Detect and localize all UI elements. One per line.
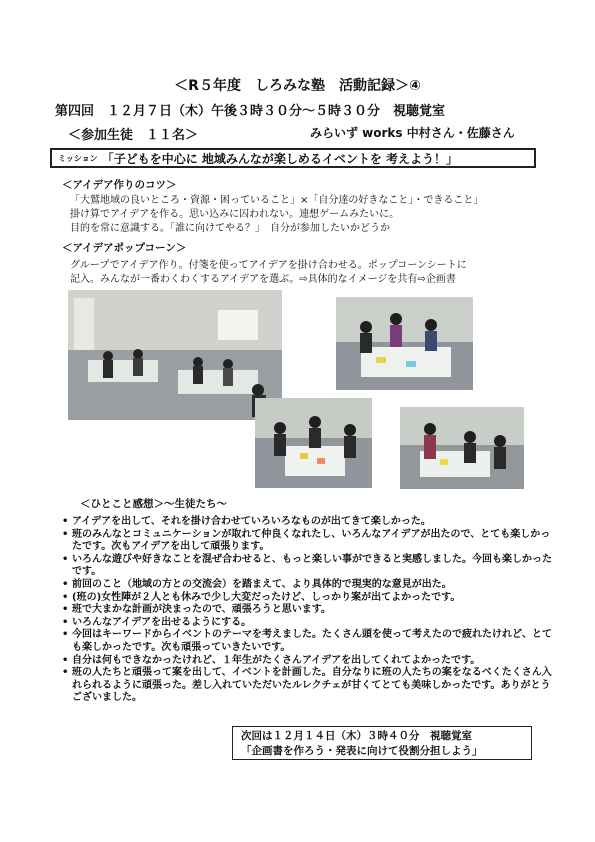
impressions-heading: ＜ひとこと感想＞～生徒たち～ [80, 498, 227, 510]
participant-count: ＜参加生徒 １１名＞ [68, 128, 199, 143]
list-item: • アイデアを出して、それを掛け合わせていろいろなものが出てきて楽しかった。 [62, 516, 552, 529]
list-item: • 班のみんなとコミュニケーションが取れて仲良くなれたし、いろんなアイデアが出たので、とても楽しかったです。次もアイデアを出して頑張ります。 [62, 529, 552, 554]
next-session-box [232, 726, 532, 760]
tips-line-1: 「大鷲地域の良いところ・資源・困っていること」×「自分達の好きなこと」・できること」 [70, 195, 484, 206]
classroom-photo-3 [255, 398, 372, 488]
next-session-date: 次回は１２月１４日（木）３時４０分 視聴覚室 [241, 730, 472, 742]
popcorn-line-1: グループでアイデア作り。付箋を使ってアイデアを掛け合わせる。ポップコーンシートに [70, 260, 467, 271]
session-info: 第四回 １２月７日（木）午後３時３０分～５時３０分 視聴覚室 [55, 104, 446, 119]
instructor-names: みらいず works 中村さん・佐藤さん [310, 126, 515, 140]
next-session-theme: 「企画書を作ろう・発表に向けて役割分担しよう」 [241, 745, 483, 757]
tips-line-2: 掛け算でアイデアを作る。思い込みに囚われない。連想ゲームみたいに。 [70, 209, 400, 220]
tips-heading: ＜アイデア作りのコツ＞ [62, 179, 177, 191]
classroom-photo-1 [68, 290, 282, 420]
tips-line-3: 目的を常に意識する。「誰に向けてやる？」 自分が参加したいかどうか [70, 223, 390, 234]
list-item: • 前回のこと（地域の方との交流会）を踏まえて、より具体的で現実的な意見が出た。 [62, 579, 552, 592]
classroom-photo-2 [336, 297, 473, 390]
page-title: ＜R５年度 しろみな塾 活動記録＞④ [174, 78, 421, 94]
list-item: • (班の)女性陣が２人とも休みで少し大変だったけど、しっかり案が出てよかったです。 [62, 592, 552, 605]
mission-tag: ミッション [58, 153, 98, 163]
classroom-photo-4 [400, 407, 524, 489]
list-item: • 自分は何もできなかったけれど、１年生がたくさんアイデアを出してくれてよかったです。 [62, 655, 552, 668]
list-item: • 班の人たちと頑張って案を出して、イベントを計画した。自分なりに班の人たちの案をなるべくたくさん入れられるように頑張った。差し入れていただいたルレクチェが甘くてとても美味しかったです。ありがとうございました。 [62, 667, 552, 705]
impressions-list [62, 516, 552, 705]
list-item: • 今回はキーワードからイベントのテーマを考えました。たくさん頭を使って考えたので疲れたけれど、とても楽しかったです。次も頑張っていきたいです。 [62, 629, 552, 654]
popcorn-line-2: 記入。みんなが一番わくわくするアイデアを選ぶ。⇨具体的なイメージを共有⇨企画書 [70, 274, 456, 285]
list-item: • 班で大まかな計画が決まったので、頑張ろうと思います。 [62, 604, 552, 617]
list-item: • いろんなアイデアを出せるようにする。 [62, 617, 552, 630]
popcorn-heading: ＜アイデアポップコーン＞ [62, 242, 187, 254]
mission-text: 「子どもを中心に 地域みんなが楽しめるイベントを 考えよう！」 [101, 151, 459, 166]
mission-box [50, 148, 536, 168]
list-item: • いろんな遊びや好きなことを混ぜ合わせると、もっと楽しい事ができると実感しました。今回も楽しかったです。 [62, 554, 552, 579]
